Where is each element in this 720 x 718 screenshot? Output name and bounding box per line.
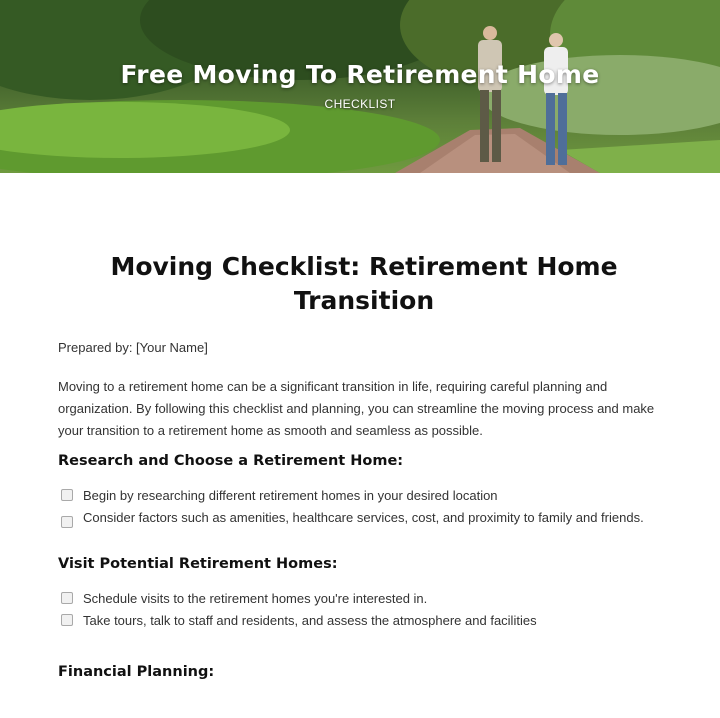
checklist-item: [58, 588, 670, 609]
intro-paragraph: Moving to a retirement home can be a significant transition in life, requiring careful planning and organization. By following this checklist and planning, you can streamline the moving process and make your transition to a retirement home as smooth and seamless as possible.: [58, 379, 655, 438]
checklist-item-text: Schedule visits to the retirement homes you're interested in.: [83, 591, 428, 606]
checklist-item-text: Begin by researching different retirement homes in your desired location: [83, 488, 498, 503]
checklist-visit: [58, 588, 670, 631]
checkbox[interactable]: [61, 489, 73, 501]
banner-title: Free Moving To Retirement Home: [120, 60, 600, 89]
hero-banner: [0, 0, 720, 173]
section-heading-financial: Financial Planning:: [58, 664, 215, 680]
checklist-item: [58, 507, 670, 528]
document-title: Moving Checklist: Retirement Home Transition: [110, 252, 618, 315]
checklist-item: [58, 485, 670, 506]
checkbox[interactable]: [61, 614, 73, 626]
prepared-by: Prepared by: [Your Name]: [58, 340, 208, 355]
banner-subtitle: CHECKLIST: [324, 97, 396, 111]
checklist-item-text: Consider factors such as amenities, healthcare services, cost, and proximity to family and friends.: [83, 510, 644, 525]
checklist-research: [58, 485, 670, 528]
checklist-item: [58, 610, 670, 631]
checkbox[interactable]: [61, 516, 73, 528]
section-heading-research: Research and Choose a Retirement Home:: [58, 453, 404, 469]
checkbox[interactable]: [61, 592, 73, 604]
section-heading-visit: Visit Potential Retirement Homes:: [58, 556, 338, 572]
checklist-item-text: Take tours, talk to staff and residents, and assess the atmosphere and facilities: [83, 613, 537, 628]
document: [58, 173, 670, 680]
